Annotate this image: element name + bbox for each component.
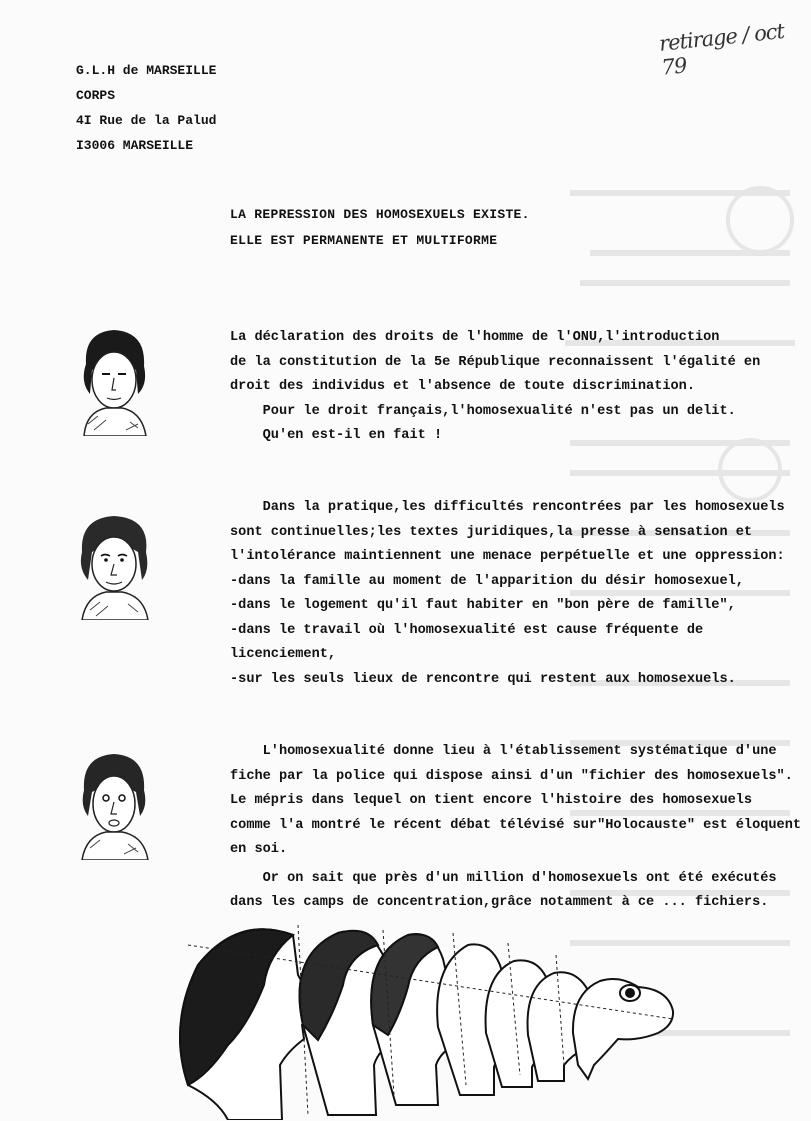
text-line: dans les camps de concentration,grâce notamment à ce ... fichiers. (230, 895, 769, 910)
address-line: G.L.H de MARSEILLE (76, 63, 217, 78)
text-line: fiche par la police qui dispose ainsi d'un "fichier des homosexuels". (230, 768, 793, 784)
text-line: droit des individus et l'absence de toute discrimination. (230, 379, 695, 394)
text-line: licenciement, (230, 647, 337, 662)
paragraph-un-declaration (230, 326, 770, 449)
profile-evolution-illustration (168, 915, 688, 1120)
paragraph-police-files (230, 740, 802, 916)
address-line: CORPS (76, 88, 116, 103)
engraved-portrait-3 (66, 748, 162, 860)
engraved-portrait-2 (66, 508, 162, 620)
text-line: Le mépris dans lequel on tient encore l'histoire des homosexuels (230, 793, 753, 808)
text-line: de la constitution de la 5e République reconnaissent l'égalité en (230, 354, 761, 370)
engraved-portrait-1 (66, 324, 162, 436)
text-line: Or on sait que près d'un million d'homosexuels ont été exécutés (230, 870, 777, 886)
text-line: La déclaration des droits de l'homme de l'ONU,l'introduction (230, 330, 720, 345)
text-line: -dans le travail où l'homosexualité est cause fréquente de (230, 622, 704, 638)
text-line: Qu'en est-il en fait ! (230, 428, 443, 443)
address-line: 4I Rue de la Palud (76, 113, 217, 128)
title-line-2: ELLE EST PERMANENTE ET MULTIFORME (230, 233, 498, 248)
text-line: -dans le logement qu'il faut habiter en "bon père de famille", (230, 598, 736, 613)
text-line: l'intolérance maintiennent une menace perpétuelle et une oppression: (230, 549, 785, 564)
document-title (230, 202, 530, 254)
address-line: I3006 MARSEILLE (76, 138, 194, 153)
text-line: -dans la famille au moment de l'apparition du désir homosexuel, (230, 573, 744, 589)
text-line: Dans la pratique,les difficultés rencontrées par les homosexuels (230, 500, 785, 515)
text-line: L'homosexualité donne lieu à l'établissement systématique d'une (230, 744, 777, 759)
text-line: en soi. (230, 842, 288, 857)
text-line: -sur les seuls lieux de rencontre qui restent aux homosexuels. (230, 671, 736, 687)
title-line-1: LA REPRESSION DES HOMOSEXUELS EXISTE. (230, 207, 530, 222)
text-line: sont continuelles;les textes juridiques,la presse à sensation et (230, 524, 753, 540)
text-line: Pour le droit français,l'homosexualité n'est pas un delit. (230, 403, 736, 419)
sender-address (76, 58, 216, 158)
handwritten-note: retirage / oct 79 (657, 18, 786, 80)
paragraph-daily-repression (230, 496, 785, 692)
text-line: comme l'a montré le récent débat télévisé sur"Holocauste" est éloquent (230, 817, 802, 833)
